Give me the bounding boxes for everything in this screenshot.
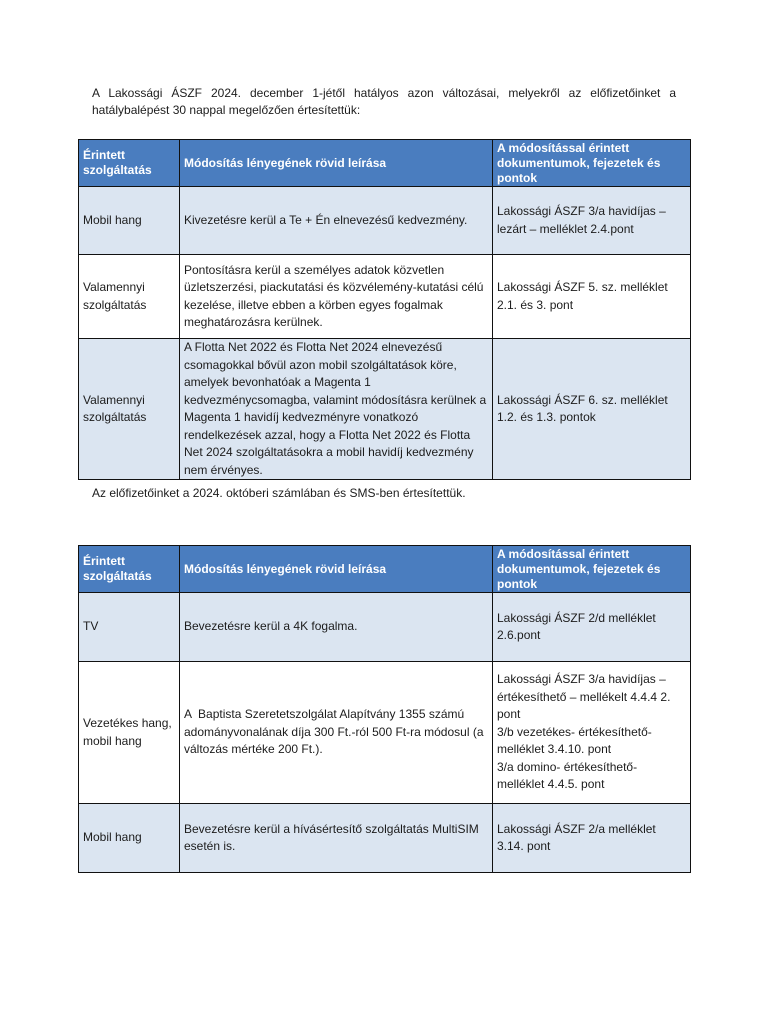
cell-documents [493, 662, 691, 804]
table-row [79, 255, 691, 339]
table-header-row [79, 546, 691, 593]
changes-table-1 [78, 139, 691, 480]
header-documents: A módosítással érintett dokumentumok, fejezetek és pontok [493, 546, 691, 593]
table-row [79, 187, 691, 255]
document-reference: Lakossági ÁSZF 6. sz. melléklet 1.2. és 1.3. pontok [497, 392, 672, 424]
cell-description: A Flotta Net 2022 és Flotta Net 2024 elnevezésű csomagokkal bővül azon mobil szolgáltatások köre, amelyek bevonhatóak a Magenta 1 kedvezménycsomagba, valamint módosításra kerülnek a Magenta 1 havidíj kedvezményre vonatkozó rendelkezések azzal, hogy a Flotta Net 2022 és Flotta Net 2024 szolgáltatásokra a mobil havidíj kedvezmény nem érvényes. [180, 339, 493, 480]
header-service: Érintett szolgáltatás [79, 546, 180, 593]
header-documents: A módosítással érintett dokumentumok, fejezetek és pontok [493, 140, 691, 187]
document-reference: Lakossági ÁSZF 3/a havidíjas – értékesíthető – mellékelt 4.4.4 2. pont [497, 672, 674, 722]
header-description: Módosítás lényegének rövid leírása [180, 140, 493, 187]
document-reference: Lakossági ÁSZF 2/d melléklet 2.6.pont [497, 610, 660, 642]
table-row [79, 662, 691, 804]
document-reference: 3/a domino- értékesíthető- melléklet 4.4.5. pont [497, 759, 641, 792]
document-reference: 3/b vezetékes- értékesíthető- melléklet 3.4.10. pont [497, 724, 656, 757]
cell-service: Valamennyi szolgáltatás [79, 255, 180, 339]
cell-documents [493, 593, 691, 662]
cell-description: Bevezetésre kerül a 4K fogalma. [180, 593, 493, 662]
cell-documents [493, 804, 691, 873]
table-row [79, 804, 691, 873]
cell-description: Bevezetésre kerül a hívásértesítő szolgáltatás MultiSIM esetén is. [180, 804, 493, 873]
header-description: Módosítás lényegének rövid leírása [180, 546, 493, 593]
notification-note: Az előfizetőinket a 2024. októberi számlában és SMS-ben értesítettük. [92, 486, 466, 500]
header-service: Érintett szolgáltatás [79, 140, 180, 187]
cell-service: Vezetékes hang, mobil hang [79, 662, 180, 804]
cell-service: Mobil hang [79, 804, 180, 873]
cell-documents [493, 339, 691, 480]
table-row [79, 339, 691, 480]
table-row [79, 593, 691, 662]
cell-documents [493, 187, 691, 255]
document-reference: Lakossági ÁSZF 2/a melléklet 3.14. pont [497, 821, 660, 853]
document-reference: Lakossági ÁSZF 5. sz. melléklet 2.1. és 3. pont [497, 280, 672, 312]
cell-description: Kivezetésre kerül a Te + Én elnevezésű kedvezmény. [180, 187, 493, 255]
table-header-row [79, 140, 691, 187]
cell-service: Valamennyi szolgáltatás [79, 339, 180, 480]
cell-description: A Baptista Szeretetszolgálat Alapítvány 1355 számú adományvonalának díja 300 Ft.-ról 500 Ft-ra módosul (a változás mértéke 200 Ft.). [180, 662, 493, 804]
intro-paragraph: A Lakossági ÁSZF 2024. december 1-jétől hatályos azon változásai, melyekről az előfizetőinket a hatálybalépést 30 nappal megelőzően értesítettük: [92, 86, 676, 117]
changes-table-2 [78, 545, 691, 873]
cell-documents [493, 255, 691, 339]
cell-description: Pontosításra kerül a személyes adatok közvetlen üzletszerzési, piackutatási és közvélemény-kutatási célú kezelése, illetve ebben a körben egyes fogalmak meghatározásra kerülnek. [180, 255, 493, 339]
cell-service: Mobil hang [79, 187, 180, 255]
cell-service: TV [79, 593, 180, 662]
document-reference: Lakossági ÁSZF 3/a havidíjas – lezárt – melléklet 2.4.pont [497, 204, 670, 236]
